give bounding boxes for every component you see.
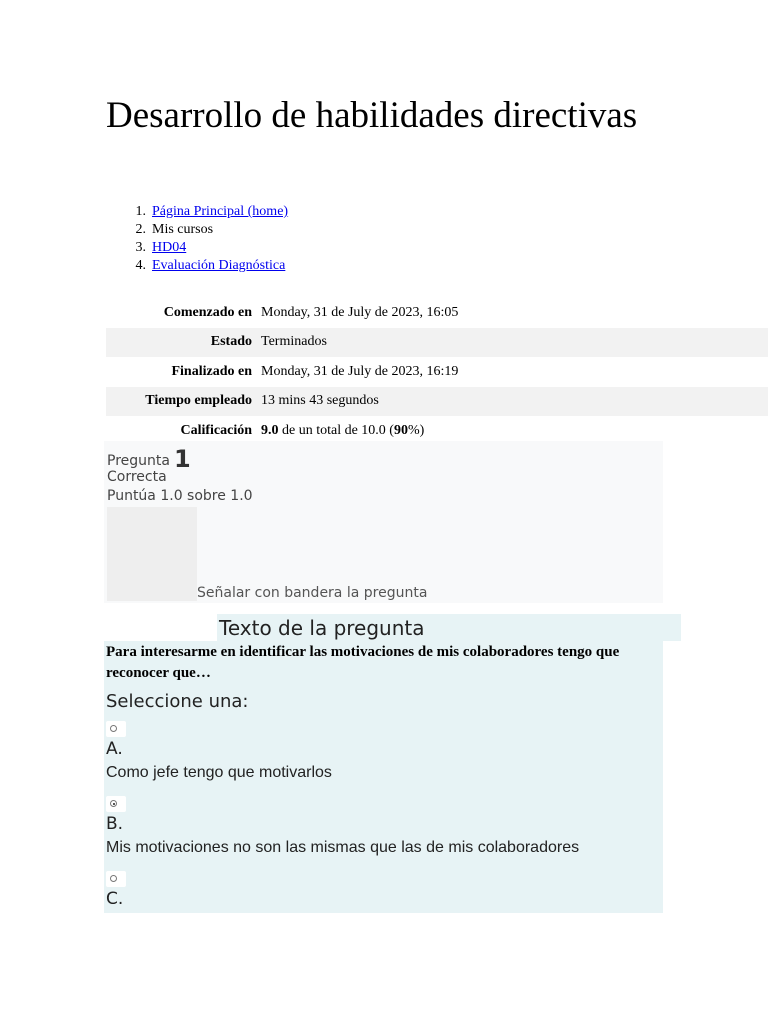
option-b-radio[interactable] (106, 796, 126, 812)
breadcrumb-item (135, 203, 289, 221)
question-info-panel (104, 441, 663, 603)
question-text-heading: Texto de la pregunta (217, 614, 681, 641)
option-a-text[interactable]: Como jefe tengo que motivarlos (106, 764, 332, 781)
breadcrumb-link-course[interactable]: HD04 (152, 240, 187, 255)
option-b-letter: B. (106, 814, 124, 834)
option-b-text[interactable]: Mis motivaciones no son las mismas que las de mis colaboradores (106, 839, 580, 856)
option-a-letter: A. (106, 739, 123, 759)
question-text: Para interesarme en identificar las motivaciones de mis colaboradores tengo que reconocer que… (106, 644, 620, 681)
breadcrumb-item (135, 257, 288, 275)
grade-total: de un total de 10.0 ( (278, 422, 394, 438)
summary-label: Tiempo empleado (106, 387, 261, 417)
summary-value: Monday, 31 de July de 2023, 16:19 (261, 363, 459, 379)
flag-question-label[interactable]: Señalar con bandera la pregunta (197, 585, 428, 601)
breadcrumb-link-home[interactable]: Página Principal (home) (152, 204, 289, 219)
summary-value: Monday, 31 de July de 2023, 16:05 (261, 304, 459, 320)
breadcrumb-number: 4. (135, 258, 146, 273)
question-label (107, 443, 191, 471)
summary-label: Comenzado en (163, 304, 252, 320)
radio-circle-icon (110, 875, 117, 882)
summary-row-time (106, 387, 768, 417)
grade-score: 9.0 (261, 422, 279, 438)
grade-percent: 90 (393, 422, 408, 438)
radio-selected-icon (110, 800, 117, 807)
answer-prompt: Seleccione una: (106, 691, 249, 712)
question-state: Correcta (107, 469, 167, 485)
option-a-radio[interactable] (106, 721, 126, 737)
option-c-letter: C. (106, 889, 124, 909)
breadcrumb (106, 203, 288, 275)
flag-question-toggle[interactable] (107, 507, 197, 601)
attempt-summary-table (106, 298, 768, 446)
option-c-radio[interactable] (106, 871, 126, 887)
breadcrumb-number: 2. (135, 222, 146, 237)
question-formulation (104, 641, 663, 913)
summary-row-state (106, 328, 768, 358)
summary-value: Terminados (261, 328, 768, 358)
summary-label: Estado (106, 328, 261, 358)
grade-end: %) (407, 422, 425, 438)
summary-label: Calificación (180, 422, 252, 438)
question-number: 1 (173, 445, 191, 473)
breadcrumb-link-quiz[interactable]: Evaluación Diagnóstica (152, 258, 286, 273)
summary-label: Finalizado en (171, 363, 252, 379)
question-label-text: Pregunta (107, 453, 170, 469)
breadcrumb-item (135, 221, 288, 239)
summary-row-finished (106, 357, 768, 387)
breadcrumb-text-mis-cursos: Mis cursos (152, 222, 214, 237)
breadcrumb-number: 3. (135, 240, 146, 255)
summary-row-started (106, 298, 768, 328)
page-title: Desarrollo de habilidades directivas (106, 95, 638, 136)
radio-circle-icon (110, 725, 117, 732)
summary-value: 13 mins 43 segundos (261, 387, 768, 417)
breadcrumb-number: 1. (135, 204, 146, 219)
breadcrumb-item (135, 239, 288, 257)
question-grade: Puntúa 1.0 sobre 1.0 (107, 488, 253, 504)
